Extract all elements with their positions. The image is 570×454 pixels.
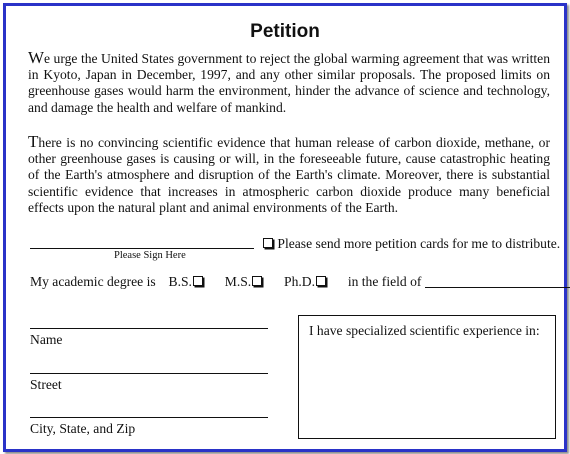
street-label: Street [30,377,62,392]
drop-cap: T [28,132,39,151]
degree-phd-label: Ph.D. [284,274,315,289]
more-cards-checkbox[interactable] [263,238,273,248]
name-label: Name [30,332,63,347]
street-line[interactable] [30,373,268,374]
scientific-experience-box[interactable] [298,315,556,439]
more-cards-option[interactable] [262,236,560,252]
field-of-study-line[interactable] [425,287,570,288]
petition-paragraph-2 [28,134,550,216]
academic-degree-row [30,274,570,290]
degree-bs-checkbox[interactable] [193,276,203,286]
signature-line[interactable] [30,248,254,249]
experience-label: I have specialized scientific experience in: [309,323,540,338]
city-state-zip-label: City, State, and Zip [30,421,136,436]
city-state-zip-line[interactable] [30,417,268,418]
field-label: in the field of [347,274,422,289]
paragraph-text: e urge the United States government to reject the global warming agreement that was written in Kyoto, Japan in December, 1997, and any other similar proposals. The proposed limits on greenhouse gases would harm the environment, hinder the advance of science and technology, and damage the health and welfare of mankind. [28,51,550,115]
degree-bs-label: B.S. [168,274,192,289]
degree-label: My academic degree is [30,274,156,289]
more-cards-label: Please send more petition cards for me to distribute. [277,236,561,251]
signature-caption: Please Sign Here [114,250,186,261]
degree-phd-checkbox[interactable] [316,276,326,286]
degree-ms-label: M.S. [224,274,252,289]
paragraph-text: here is no convincing scientific evidence that human release of carbon dioxide, methane, or other greenhouse gases is causing or will, in the foreseeable future, cause catastrophic heating of the Earth's atmosphere and disruption of the Earth's climate. Moreover, there is substantial scientific evidence that increases in atmospheric carbon dioxide produce many beneficial effects upon the natural plant and animal environments of the Earth. [28,135,550,215]
petition-card [3,3,567,452]
page-title: Petition [250,21,320,42]
drop-cap: W [28,48,45,67]
name-line[interactable] [30,328,268,329]
petition-paragraph-1 [28,50,550,116]
degree-ms-checkbox[interactable] [252,276,262,286]
